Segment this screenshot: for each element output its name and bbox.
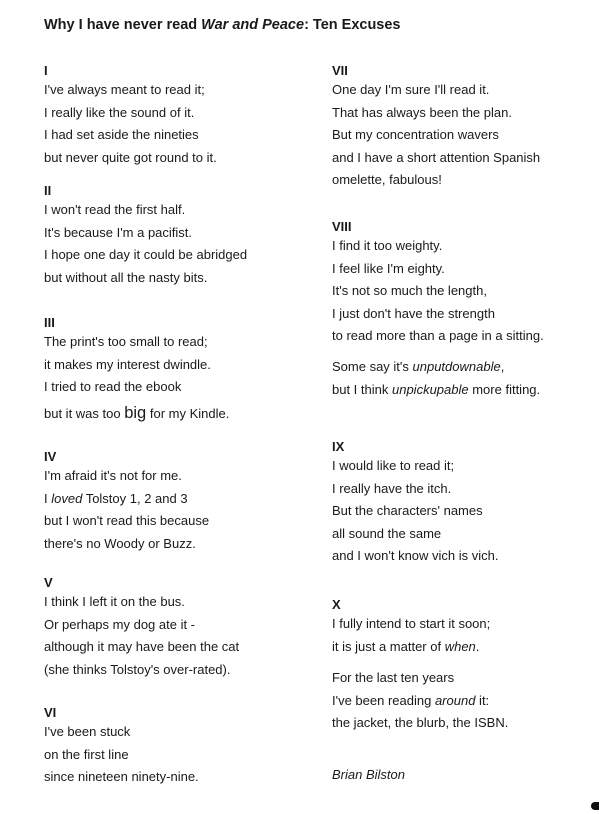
poem-line: but I think unpickupable more fitting. bbox=[332, 381, 541, 397]
poem-line: I'm afraid it's not for me. bbox=[44, 468, 182, 483]
stanza-numeral: VI bbox=[44, 705, 57, 720]
poem-line: I've been stuck bbox=[44, 724, 131, 739]
stanza-1 bbox=[44, 62, 217, 169]
stanza-10 bbox=[332, 596, 508, 735]
stanza-numeral: IV bbox=[44, 449, 57, 464]
stanza-numeral: IX bbox=[332, 439, 345, 454]
poem-line: I've always meant to read it; bbox=[44, 82, 205, 97]
poem-line: omelette, fabulous! bbox=[332, 172, 442, 188]
poem-line: all sound the same bbox=[332, 525, 442, 541]
big-word: big bbox=[124, 403, 147, 422]
poem-line: I hope one day it could be abridged bbox=[44, 247, 248, 263]
stanza-numeral: I bbox=[44, 63, 48, 78]
poem-line: but it was too big for my Kindle. bbox=[44, 403, 230, 422]
stanza-numeral: X bbox=[332, 597, 341, 612]
poem-line: One day I'm sure I'll read it. bbox=[332, 82, 490, 97]
poem-line: But the characters' names bbox=[332, 503, 483, 519]
poem-line: I've been reading around it: bbox=[332, 692, 490, 708]
poem-line: I would like to read it; bbox=[332, 458, 455, 473]
poem-line: It's not so much the length, bbox=[332, 283, 487, 299]
poem-line: But my concentration wavers bbox=[332, 127, 499, 143]
title-book-name: War and Peace bbox=[201, 17, 305, 33]
stanza-3 bbox=[44, 314, 229, 425]
title-text: Why I have never read bbox=[44, 17, 202, 33]
poem-line: I just don't have the strength bbox=[332, 305, 495, 321]
poem-line: I feel like I'm eighty. bbox=[332, 260, 445, 276]
poem-line: it is just a matter of when. bbox=[332, 638, 480, 654]
author-signature: Brian Bilston bbox=[332, 767, 405, 782]
poem-line: That has always been the plan. bbox=[332, 104, 512, 120]
poem-line: since nineteen ninety-nine. bbox=[44, 769, 199, 785]
poem-line: I find it too weighty. bbox=[332, 238, 443, 253]
poem-line: but never quite got round to it. bbox=[44, 149, 217, 165]
poem-line: I really like the sound of it. bbox=[44, 104, 195, 120]
poem-line: and I have a short attention Spanish bbox=[332, 149, 541, 165]
stanza-9 bbox=[332, 438, 499, 568]
poem-line: It's because I'm a pacifist. bbox=[44, 224, 193, 240]
poem-line: and I won't know vich is vich. bbox=[332, 548, 499, 564]
poem-title bbox=[44, 17, 401, 33]
stanza-numeral: II bbox=[44, 183, 52, 198]
poem-line: For the last ten years bbox=[332, 670, 455, 686]
poem-line: it makes my interest dwindle. bbox=[44, 356, 211, 372]
stanza-numeral: V bbox=[44, 575, 53, 590]
poem-line: I think I left it on the bus. bbox=[44, 594, 185, 609]
poem-line: the jacket, the blurb, the ISBN. bbox=[332, 715, 509, 731]
stanza-8 bbox=[332, 218, 544, 401]
poem-line: I fully intend to start it soon; bbox=[332, 616, 491, 631]
poem-line: I loved Tolstoy 1, 2 and 3 bbox=[44, 490, 188, 506]
poem-line: although it may have been the cat bbox=[44, 639, 240, 655]
page-corner-mark bbox=[591, 802, 599, 810]
poem-line: but I won't read this because bbox=[44, 513, 210, 529]
stanza-numeral: VII bbox=[332, 63, 348, 78]
poem-line: there's no Woody or Buzz. bbox=[44, 535, 196, 551]
poem-line: I had set aside the nineties bbox=[44, 127, 199, 143]
stanza-5 bbox=[44, 574, 239, 681]
stanza-numeral: VIII bbox=[332, 219, 352, 234]
stanza-7 bbox=[332, 62, 540, 192]
poem-line: (she thinks Tolstoy's over-rated). bbox=[44, 661, 231, 677]
poem-line: Or perhaps my dog ate it - bbox=[44, 616, 196, 632]
stanza-6 bbox=[44, 704, 199, 789]
poem-line: I really have the itch. bbox=[332, 480, 452, 496]
poem-line: to read more than a page in a sitting. bbox=[332, 328, 544, 344]
stanza-4 bbox=[44, 448, 209, 555]
poem-line: The print's too small to read; bbox=[44, 334, 208, 349]
stanza-2 bbox=[44, 182, 247, 289]
poem-line: I won't read the first half. bbox=[44, 202, 186, 217]
stanza-numeral: III bbox=[44, 315, 55, 330]
poem-line: Some say it's unputdownable, bbox=[332, 358, 505, 374]
title-subtitle: : Ten Excuses bbox=[304, 17, 401, 33]
poem-line: on the first line bbox=[44, 746, 129, 762]
poem-line: I tried to read the ebook bbox=[44, 379, 182, 395]
poem-line: but without all the nasty bits. bbox=[44, 269, 208, 285]
